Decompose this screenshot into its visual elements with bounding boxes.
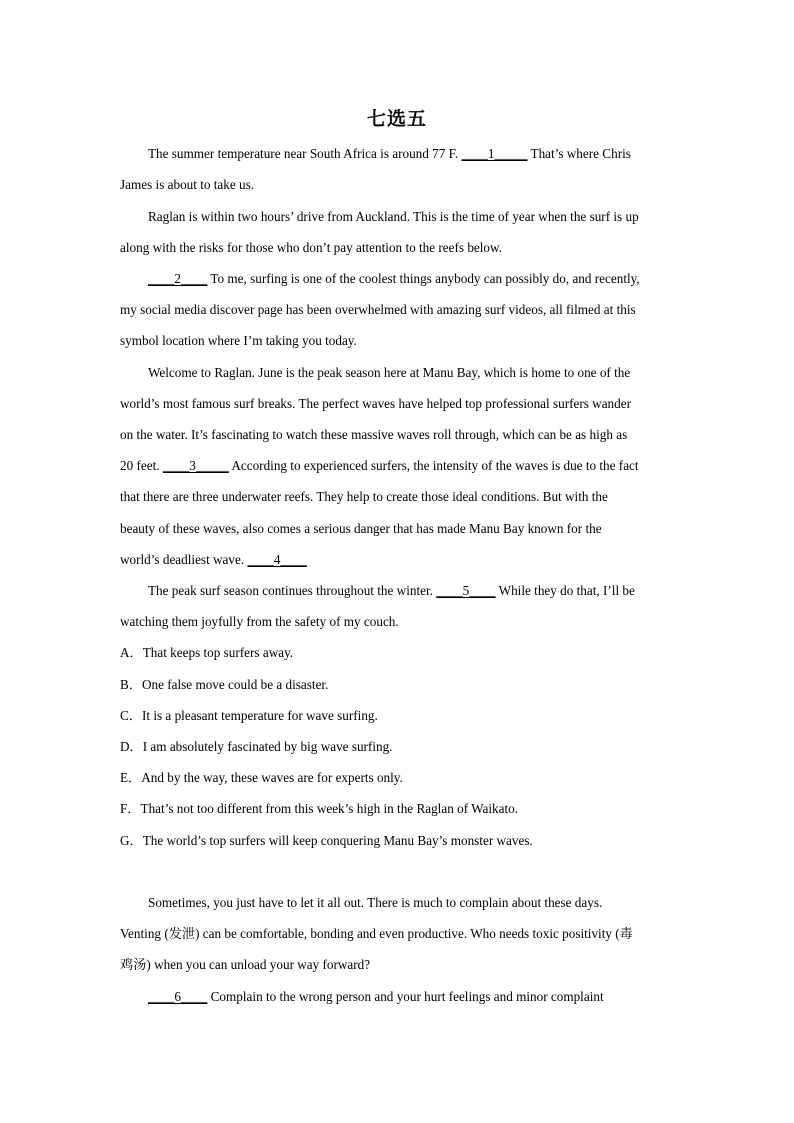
passage2-line-1: Sometimes, you just have to let it all out. There is much to complain about these days. (148, 895, 603, 910)
passage1-line-13: beauty of these waves, also comes a serious danger that has made Manu Bay known for the (120, 521, 602, 536)
page-title: 七选五 (366, 108, 427, 130)
option-d: D．I am absolutely fascinated by big wave surfing. (120, 739, 393, 754)
option-e: E．And by the way, these waves are for experts only. (120, 770, 403, 785)
passage1-line-6: my social media discover page has been overwhelmed with amazing surf videos, all filmed at this (120, 302, 636, 317)
passage1-line-16: watching them joyfully from the safety of my couch. (120, 614, 399, 629)
passage1-line-10: on the water. It’s fascinating to watch these massive waves roll through, which can be as high as (120, 427, 628, 442)
blank-2[interactable]: ____2____ (148, 271, 208, 286)
option-g: G．The world’s top surfers will keep conquering Manu Bay’s monster waves. (120, 833, 533, 848)
passage2-line-4: ____6____ Complain to the wrong person and your hurt feelings and minor complaint (148, 989, 604, 1004)
blank-3[interactable]: ____3_____ (162, 458, 229, 473)
blank-4[interactable]: ____4____ (247, 552, 307, 567)
passage1-line-2: James is about to take us. (120, 177, 255, 192)
passage1-line-3: Raglan is within two hours’ drive from Auckland. This is the time of year when the surf is up (148, 209, 639, 224)
option-f: F．That’s not too different from this week’s high in the Raglan of Waikato. (120, 801, 519, 816)
option-b: B．One false move could be a disaster. (120, 677, 329, 692)
passage1-line-7: symbol location where I’m taking you today. (120, 333, 357, 348)
passage1-line-9: world’s most famous surf breaks. The perfect waves have helped top professional surfers wander (120, 396, 631, 411)
option-c: C．It is a pleasant temperature for wave surfing. (120, 708, 378, 723)
passage1-line-1: The summer temperature near South Africa is around 77 F. ____1_____ That’s where Chris (148, 146, 631, 161)
blank-6[interactable]: ____6____ (148, 989, 208, 1004)
passage1-line-12: that there are three underwater reefs. They help to create those ideal conditions. But with the (120, 489, 608, 504)
passage1-line-8: Welcome to Raglan. June is the peak season here at Manu Bay, which is home to one of the (148, 365, 631, 380)
passage1-line-4: along with the risks for those who don’t pay attention to the reefs below. (120, 240, 502, 255)
option-a: A．That keeps top surfers away. (120, 645, 294, 660)
passage2-line-3: 鸡汤) when you can unload your way forward? (120, 957, 371, 972)
blank-5[interactable]: ____5____ (436, 583, 496, 598)
blank-1[interactable]: ____1_____ (461, 146, 528, 161)
passage1-line-11: 20 feet. ____3_____ According to experienced surfers, the intensity of the waves is due to the fact (120, 458, 639, 473)
passage1-line-14: world’s deadliest wave. ____4____ (120, 552, 307, 567)
passage1-line-15: The peak surf season continues throughout the winter. ____5____ While they do that, I’ll be (148, 583, 635, 598)
passage2-line-2: Venting (发泄) can be comfortable, bonding and even productive. Who needs toxic positivity (毒 (120, 926, 633, 941)
passage1-line-5: ____2____ To me, surfing is one of the coolest things anybody can possibly do, and recently, (148, 271, 640, 286)
